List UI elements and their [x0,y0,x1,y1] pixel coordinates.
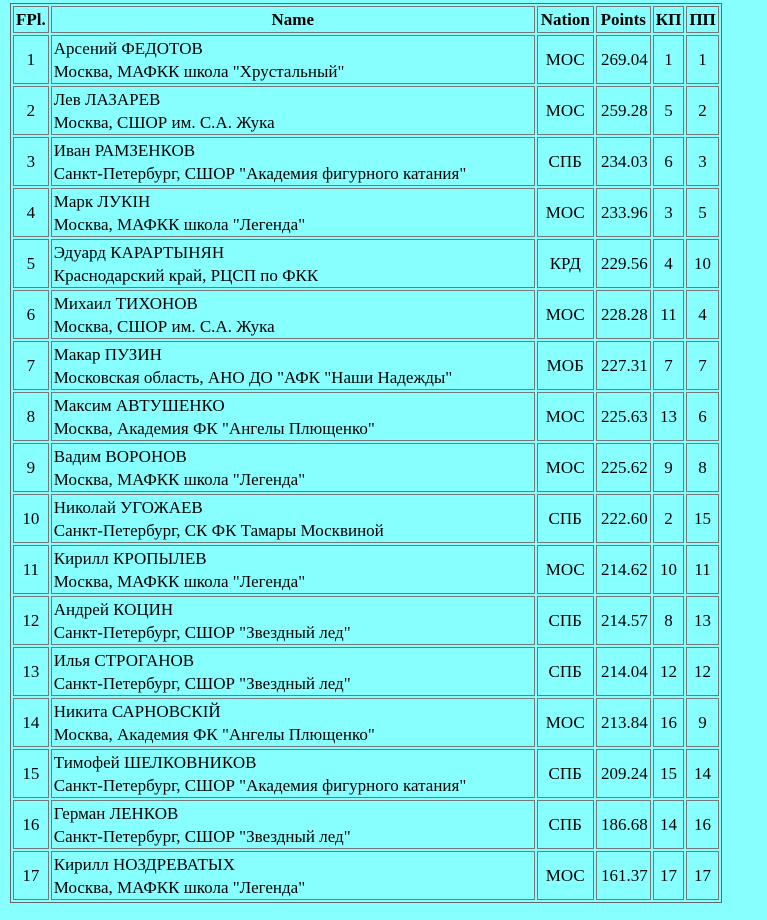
cell-kp: 9 [653,443,685,492]
cell-skater [51,800,535,849]
cell-kp: 17 [653,851,685,900]
cell-place: 7 [13,341,49,390]
header-points: Points [596,6,651,33]
cell-nation: КРД [537,239,594,288]
cell-points: 269.04 [596,35,651,84]
cell-place: 9 [13,443,49,492]
skater-club: Санкт-Петербург, СШОР "Звездный лед" [53,826,351,846]
skater-club: Санкт-Петербург, СК ФК Тамары Москвиной [53,520,384,540]
cell-pp: 12 [686,647,718,696]
cell-pp: 10 [686,239,718,288]
cell-place: 10 [13,494,49,543]
cell-nation: СПБ [537,494,594,543]
cell-place: 14 [13,698,49,747]
cell-pp: 14 [686,749,718,798]
skater-club: Московская область, АНО ДО "АФК "Наши Надежды" [53,367,453,387]
cell-skater [51,188,535,237]
skater-name: Иван РАМЗЕНКОВ [53,140,196,160]
skater-name: Андрей КОЦИН [53,599,174,619]
table-row [13,596,719,645]
cell-skater [51,341,535,390]
cell-pp: 13 [686,596,718,645]
cell-nation: МОС [537,188,594,237]
skater-club: Москва, СШОР им. С.А. Жука [53,316,275,336]
cell-points: 234.03 [596,137,651,186]
cell-nation: МОС [537,86,594,135]
cell-pp: 2 [686,86,718,135]
cell-place: 16 [13,800,49,849]
table-row [13,698,719,747]
skater-name: Кирилл КРОПЫЛЕВ [53,548,207,568]
cell-points: 186.68 [596,800,651,849]
cell-kp: 12 [653,647,685,696]
skater-club: Краснодарский край, РЦСП по ФКК [53,265,319,285]
cell-place: 5 [13,239,49,288]
table-row [13,137,719,186]
skater-name: Тимофей ШЕЛКОВНИКОВ [53,752,257,772]
cell-kp: 10 [653,545,685,594]
cell-pp: 17 [686,851,718,900]
header-pp: ПП [686,6,718,33]
skater-club: Москва, МАФКК школа "Легенда" [53,571,306,591]
cell-kp: 1 [653,35,685,84]
cell-skater [51,443,535,492]
cell-pp: 15 [686,494,718,543]
cell-points: 233.96 [596,188,651,237]
cell-points: 229.56 [596,239,651,288]
table-row [13,290,719,339]
table-row [13,86,719,135]
cell-kp: 8 [653,596,685,645]
skater-name: Арсений ФЕДОТОВ [53,38,203,58]
cell-pp: 11 [686,545,718,594]
cell-skater [51,698,535,747]
skater-name: Лев ЛАЗАРЕВ [53,89,161,109]
skater-name: Герман ЛЕНКОВ [53,803,179,823]
cell-points: 213.84 [596,698,651,747]
cell-place: 11 [13,545,49,594]
skater-club: Санкт-Петербург, СШОР "Академия фигурного катания" [53,775,467,795]
cell-pp: 6 [686,392,718,441]
cell-points: 222.60 [596,494,651,543]
cell-pp: 9 [686,698,718,747]
skater-name: Марк ЛУКIН [53,191,151,211]
cell-kp: 16 [653,698,685,747]
skater-name: Михаил ТИХОНОВ [53,293,198,313]
cell-place: 6 [13,290,49,339]
cell-skater [51,392,535,441]
cell-nation: МОС [537,392,594,441]
table-row [13,392,719,441]
skater-club: Москва, МАФКК школа "Легенда" [53,214,306,234]
cell-kp: 5 [653,86,685,135]
cell-nation: МОС [537,35,594,84]
results-body [13,35,719,900]
skater-club: Москва, МАФКК школа "Легенда" [53,469,306,489]
table-row [13,35,719,84]
skater-club: Москва, МАФКК школа "Хрустальный" [53,61,345,81]
cell-skater [51,545,535,594]
cell-points: 161.37 [596,851,651,900]
cell-place: 15 [13,749,49,798]
cell-points: 209.24 [596,749,651,798]
cell-kp: 14 [653,800,685,849]
cell-place: 13 [13,647,49,696]
skater-club: Москва, СШОР им. С.А. Жука [53,112,275,132]
table-row [13,443,719,492]
skater-name: Вадим ВОРОНОВ [53,446,187,466]
cell-skater [51,35,535,84]
cell-nation: МОС [537,851,594,900]
cell-place: 1 [13,35,49,84]
table-row [13,341,719,390]
cell-nation: СПБ [537,596,594,645]
cell-points: 214.04 [596,647,651,696]
skater-club: Москва, Академия ФК "Ангелы Плющенко" [53,724,375,744]
cell-nation: МОС [537,443,594,492]
cell-points: 227.31 [596,341,651,390]
table-row [13,800,719,849]
cell-place: 3 [13,137,49,186]
cell-place: 17 [13,851,49,900]
cell-points: 228.28 [596,290,651,339]
cell-pp: 1 [686,35,718,84]
cell-pp: 16 [686,800,718,849]
cell-skater [51,239,535,288]
skater-name: Макар ПУЗИН [53,344,162,364]
header-nation: Nation [537,6,594,33]
cell-points: 259.28 [596,86,651,135]
cell-kp: 6 [653,137,685,186]
cell-skater [51,596,535,645]
table-row [13,545,719,594]
cell-pp: 4 [686,290,718,339]
cell-pp: 8 [686,443,718,492]
header-name: Name [51,6,535,33]
cell-place: 2 [13,86,49,135]
cell-skater [51,749,535,798]
cell-kp: 2 [653,494,685,543]
cell-nation: СПБ [537,749,594,798]
table-row [13,749,719,798]
table-row [13,494,719,543]
cell-kp: 4 [653,239,685,288]
skater-club: Санкт-Петербург, СШОР "Звездный лед" [53,622,351,642]
cell-nation: МОБ [537,341,594,390]
cell-nation: СПБ [537,647,594,696]
cell-kp: 7 [653,341,685,390]
skater-name: Николай УГОЖАЕВ [53,497,203,517]
cell-skater [51,137,535,186]
skater-club: Москва, МАФКК школа "Легенда" [53,877,306,897]
cell-nation: МОС [537,545,594,594]
skater-name: Эдуард КАРАРТЫНЯН [53,242,225,262]
table-row [13,851,719,900]
skater-name: Илья СТРОГАНОВ [53,650,195,670]
table-row [13,239,719,288]
cell-kp: 13 [653,392,685,441]
table-row [13,188,719,237]
cell-nation: СПБ [537,137,594,186]
cell-skater [51,851,535,900]
cell-points: 225.63 [596,392,651,441]
cell-pp: 3 [686,137,718,186]
cell-kp: 3 [653,188,685,237]
table-row [13,647,719,696]
skater-name: Максим АВТУШЕНКО [53,395,225,415]
cell-place: 8 [13,392,49,441]
skater-name: Кирилл НОЗДРЕВАТЫХ [53,854,236,874]
cell-pp: 5 [686,188,718,237]
results-table [10,3,722,903]
cell-skater [51,290,535,339]
header-row [13,6,719,33]
cell-place: 12 [13,596,49,645]
cell-nation: МОС [537,290,594,339]
skater-club: Санкт-Петербург, СШОР "Академия фигурного катания" [53,163,467,183]
cell-place: 4 [13,188,49,237]
cell-kp: 15 [653,749,685,798]
cell-points: 225.62 [596,443,651,492]
cell-skater [51,86,535,135]
cell-nation: МОС [537,698,594,747]
cell-pp: 7 [686,341,718,390]
skater-name: Никита САРНОВСКIЙ [53,701,221,721]
header-fpl: FPl. [13,6,49,33]
cell-points: 214.62 [596,545,651,594]
header-kp: КП [653,6,685,33]
skater-club: Москва, Академия ФК "Ангелы Плющенко" [53,418,375,438]
cell-kp: 11 [653,290,685,339]
cell-skater [51,494,535,543]
cell-skater [51,647,535,696]
cell-points: 214.57 [596,596,651,645]
cell-nation: СПБ [537,800,594,849]
skater-club: Санкт-Петербург, СШОР "Звездный лед" [53,673,351,693]
